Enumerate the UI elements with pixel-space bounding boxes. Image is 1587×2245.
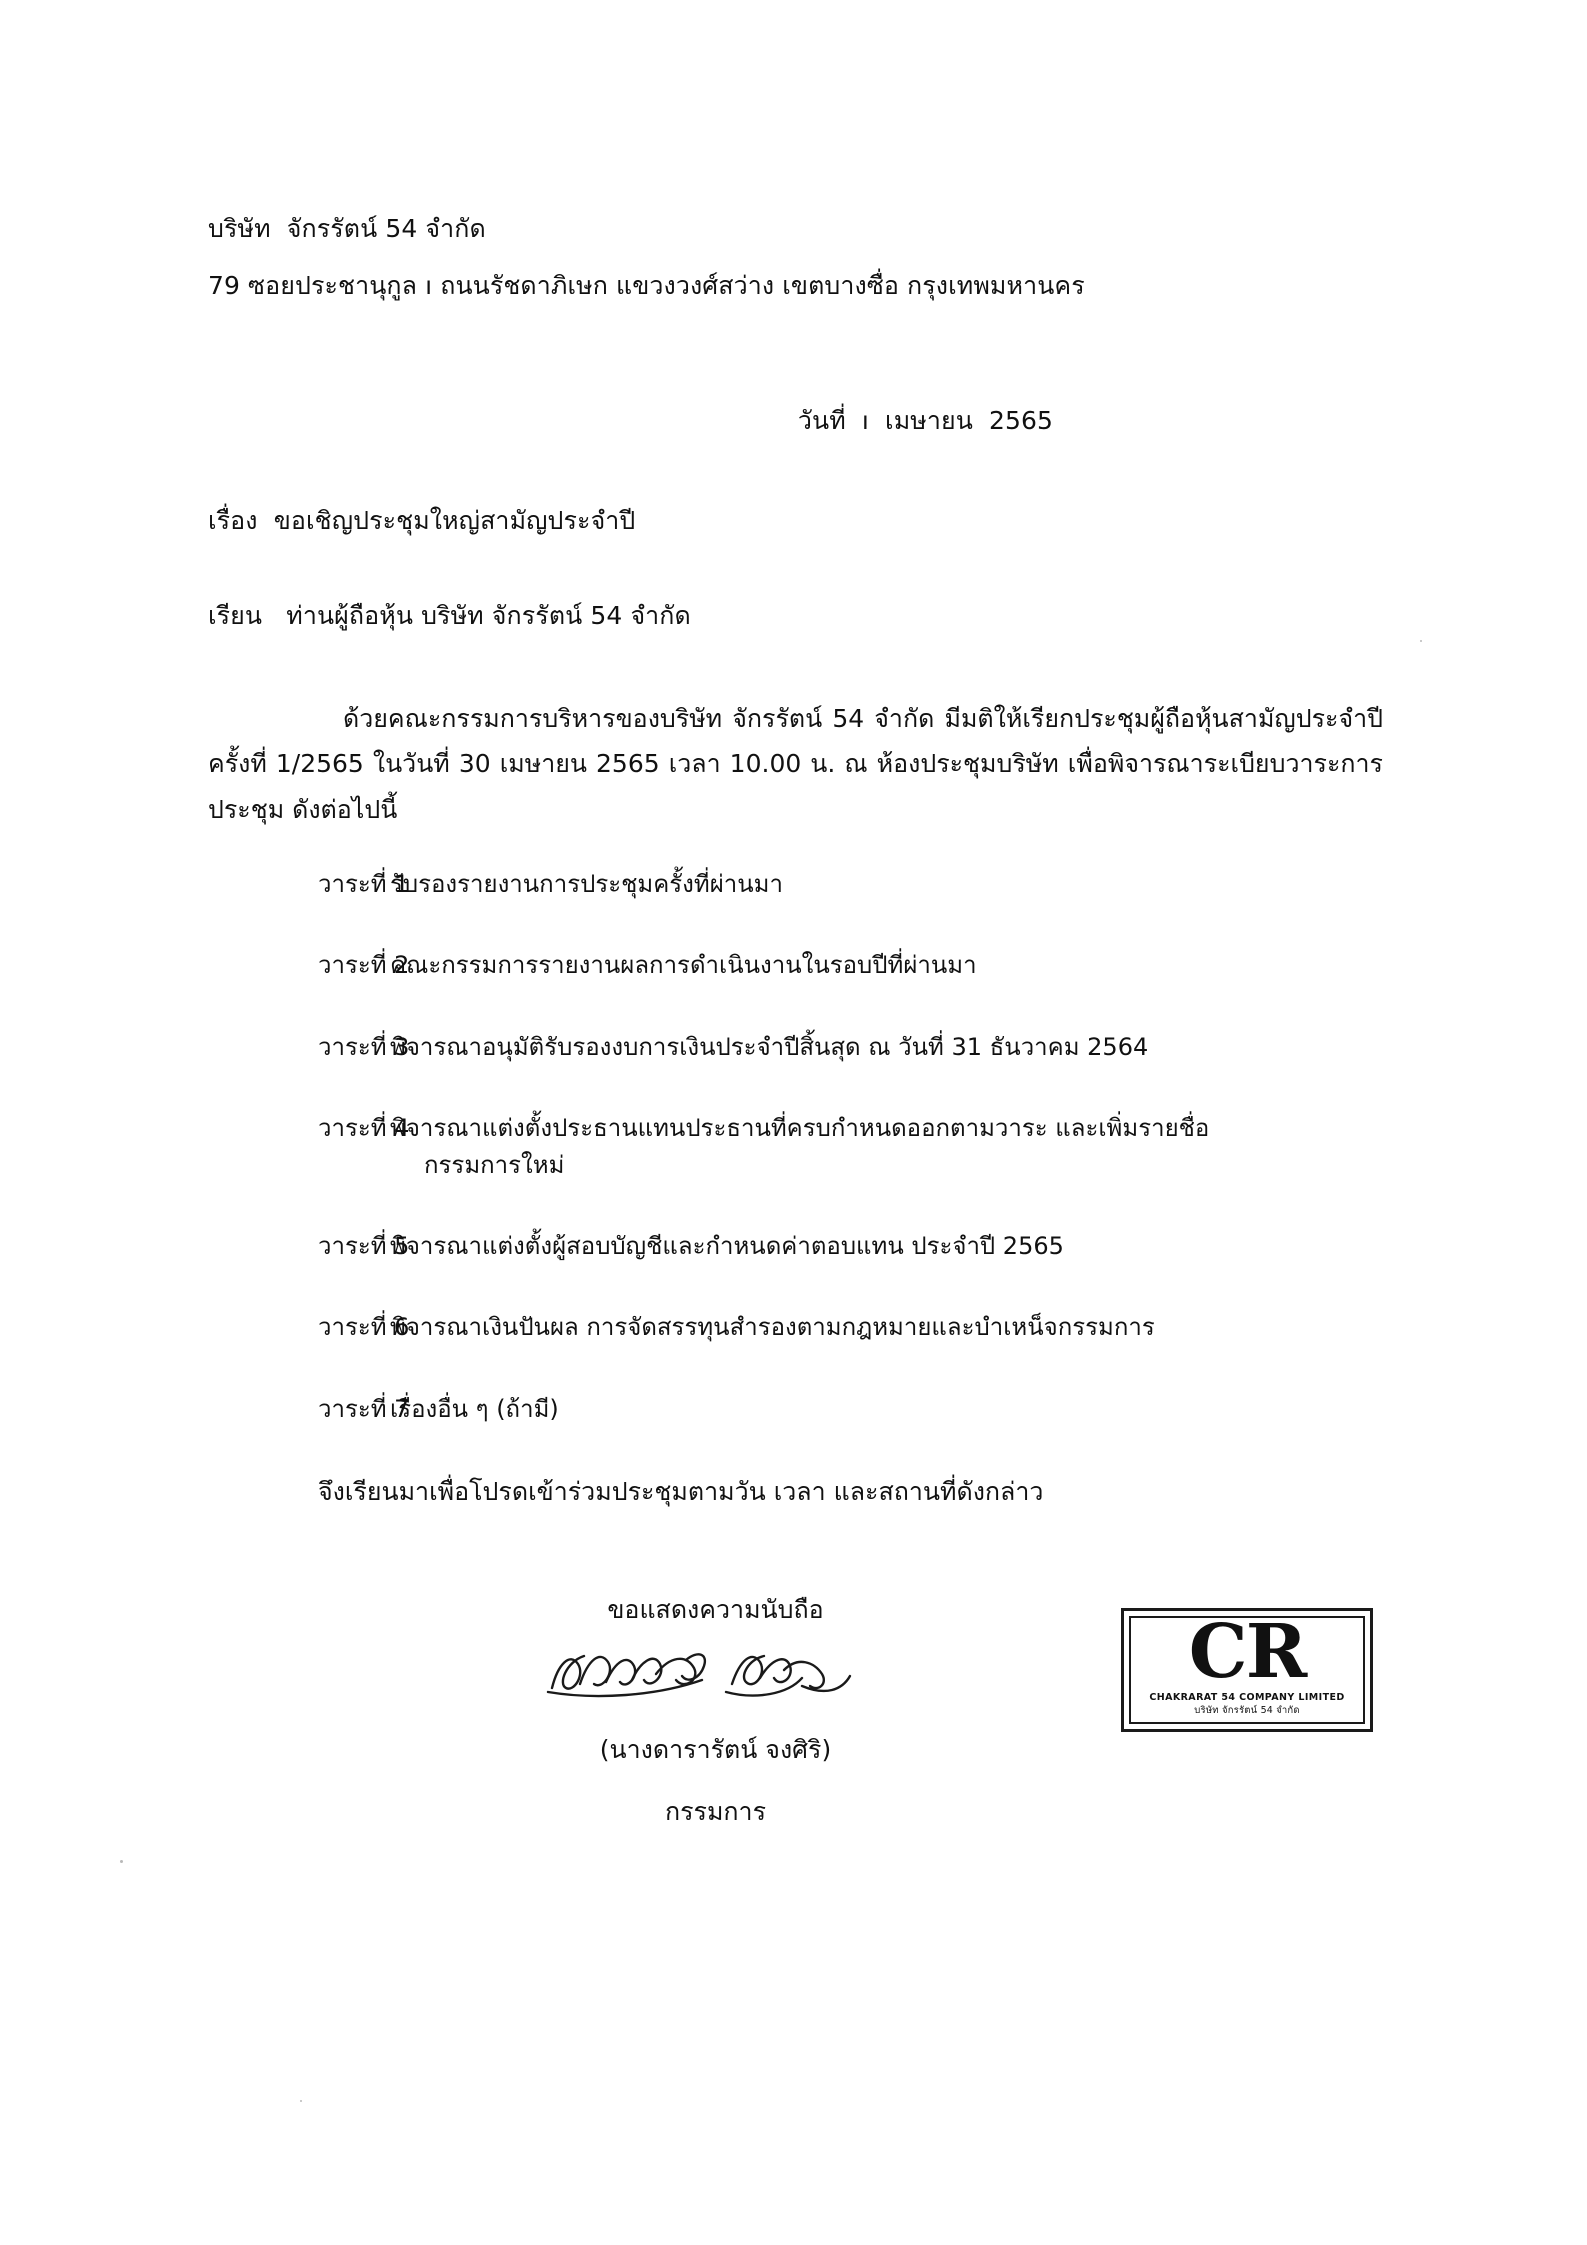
subject-row (208, 502, 1383, 541)
agenda-item-text (368, 1228, 1383, 1265)
closing-line: จึงเรียนมาเพื่อโปรดเข้าร่วมประชุมตามวัน เวลา และสถานที่ดังกล่าว (318, 1476, 1044, 1506)
agenda-item-text-line1: เรื่องอื่น ๆ (ถ้ามี) (390, 1394, 559, 1423)
agenda-item-text-line1: พิจารณาอนุมัติรับรองงบการเงินประจำปีสิ้นสุด ณ วันที่ 31 ธันวาคม 2564 (390, 1032, 1149, 1061)
agenda-item (208, 947, 1383, 984)
agenda-item-number: วาระที่ 3 (318, 1032, 410, 1061)
agenda-item (208, 1110, 1383, 1184)
agenda-item-number: วาระที่ 2 (318, 951, 410, 980)
regards-line: ขอแสดงความนับถือ (607, 1594, 824, 1624)
agenda-item-text-line1: พิจารณาเงินปันผล การจัดสรรทุนสำรองตามกฎหมายและบำเหน็จกรรมการ (390, 1313, 1155, 1342)
stamp-line-english: CHAKRARAT 54 COMPANY LIMITED (1149, 1691, 1345, 1703)
company-address: 79 ซอยประชานุกูล ı ถนนรัชดาภิเษก แขวงวงศ์สว่าง เขตบางซื่อ กรุงเทพมหานคร (208, 270, 1085, 300)
date-row (208, 402, 1383, 441)
agenda-list (208, 866, 1383, 1428)
agenda-item-number: วาระที่ 7 (318, 1394, 410, 1423)
attention-line: เรียน ท่านผู้ถือหุ้น บริษัท จักรรัตน์ 54 จำกัด (208, 601, 691, 630)
agenda-item (208, 1029, 1383, 1066)
company-seal-stamp (1121, 1608, 1373, 1732)
company-name: บริษัท จักรรัตน์ 54 จำกัด (208, 214, 486, 243)
letterhead (208, 210, 1383, 306)
agenda-item-text (368, 947, 1383, 984)
agenda-item-text-line1: คณะกรรมการรายงานผลการดำเนินงานในรอบปีที่ผ่านมา (390, 951, 977, 980)
scan-speck (300, 2100, 302, 2102)
intro-paragraph-text: ด้วยคณะกรรมการบริหารของบริษัท จักรรัตน์ 54 จำกัด มีมติให้เรียกประชุมผู้ถือหุ้นสามัญประจำปี ครั้งที่ 1/2565 ในวันที่ 30 เมษายน 2565 เวลา 10.00 น. ณ ห้องประชุมบริษัท เพื่อพิจารณาระเบียบวาระการประชุม ดังต่อไปนี้ (208, 703, 1383, 824)
stamp-line-thai: บริษัท จักรรัตน์ 54 จำกัด (1194, 1704, 1300, 1716)
intro-paragraph (208, 696, 1383, 833)
agenda-item-text-line2: กรรมการใหม่ (424, 1151, 565, 1179)
scan-speck (120, 1860, 123, 1863)
agenda-item (208, 866, 1383, 903)
agenda-item (208, 1309, 1383, 1346)
agenda-item-number: วาระที่ 5 (318, 1232, 410, 1261)
agenda-item-text-line1: พิจารณาแต่งตั้งผู้สอบบัญชีและกำหนดค่าตอบแทน ประจำปี 2565 (390, 1232, 1064, 1261)
agenda-item-text (368, 1391, 1383, 1428)
agenda-item-number: วาระที่ 6 (318, 1313, 410, 1342)
agenda-item-text-line1: พิจารณาแต่งตั้งประธานแทนประธานที่ครบกำหนดออกตามวาระ และเพิ่มรายชื่อ (390, 1113, 1210, 1142)
date-line: วันที่ ı เมษายน 2565 (797, 405, 1054, 435)
document-body (208, 210, 1383, 1890)
agenda-item-text (368, 1110, 1383, 1184)
agenda-item-text (368, 1309, 1383, 1346)
agenda-item-text-line1: รับรองรายงานการประชุมครั้งที่ผ่านมา (390, 870, 783, 899)
attention-row (208, 597, 1383, 636)
subject-line: เรื่อง ขอเชิญประชุมใหญ่สามัญประจำปี (208, 506, 636, 536)
signer-title: กรรมการ (664, 1796, 767, 1826)
signature-block (208, 1590, 1383, 1890)
agenda-item-number: วาระที่ 4 (318, 1113, 410, 1142)
scan-speck (1420, 640, 1422, 642)
stamp-monogram: CR (1188, 1608, 1306, 1695)
agenda-item-number: วาระที่ 1 (318, 870, 410, 899)
agenda-item-text (368, 1029, 1383, 1066)
agenda-item-text (368, 866, 1383, 903)
signer-name: (นางดารารัตน์ จงศิริ) (599, 1734, 832, 1764)
agenda-item (208, 1391, 1383, 1428)
handwritten-signature-icon (536, 1630, 896, 1720)
agenda-item (208, 1228, 1383, 1265)
